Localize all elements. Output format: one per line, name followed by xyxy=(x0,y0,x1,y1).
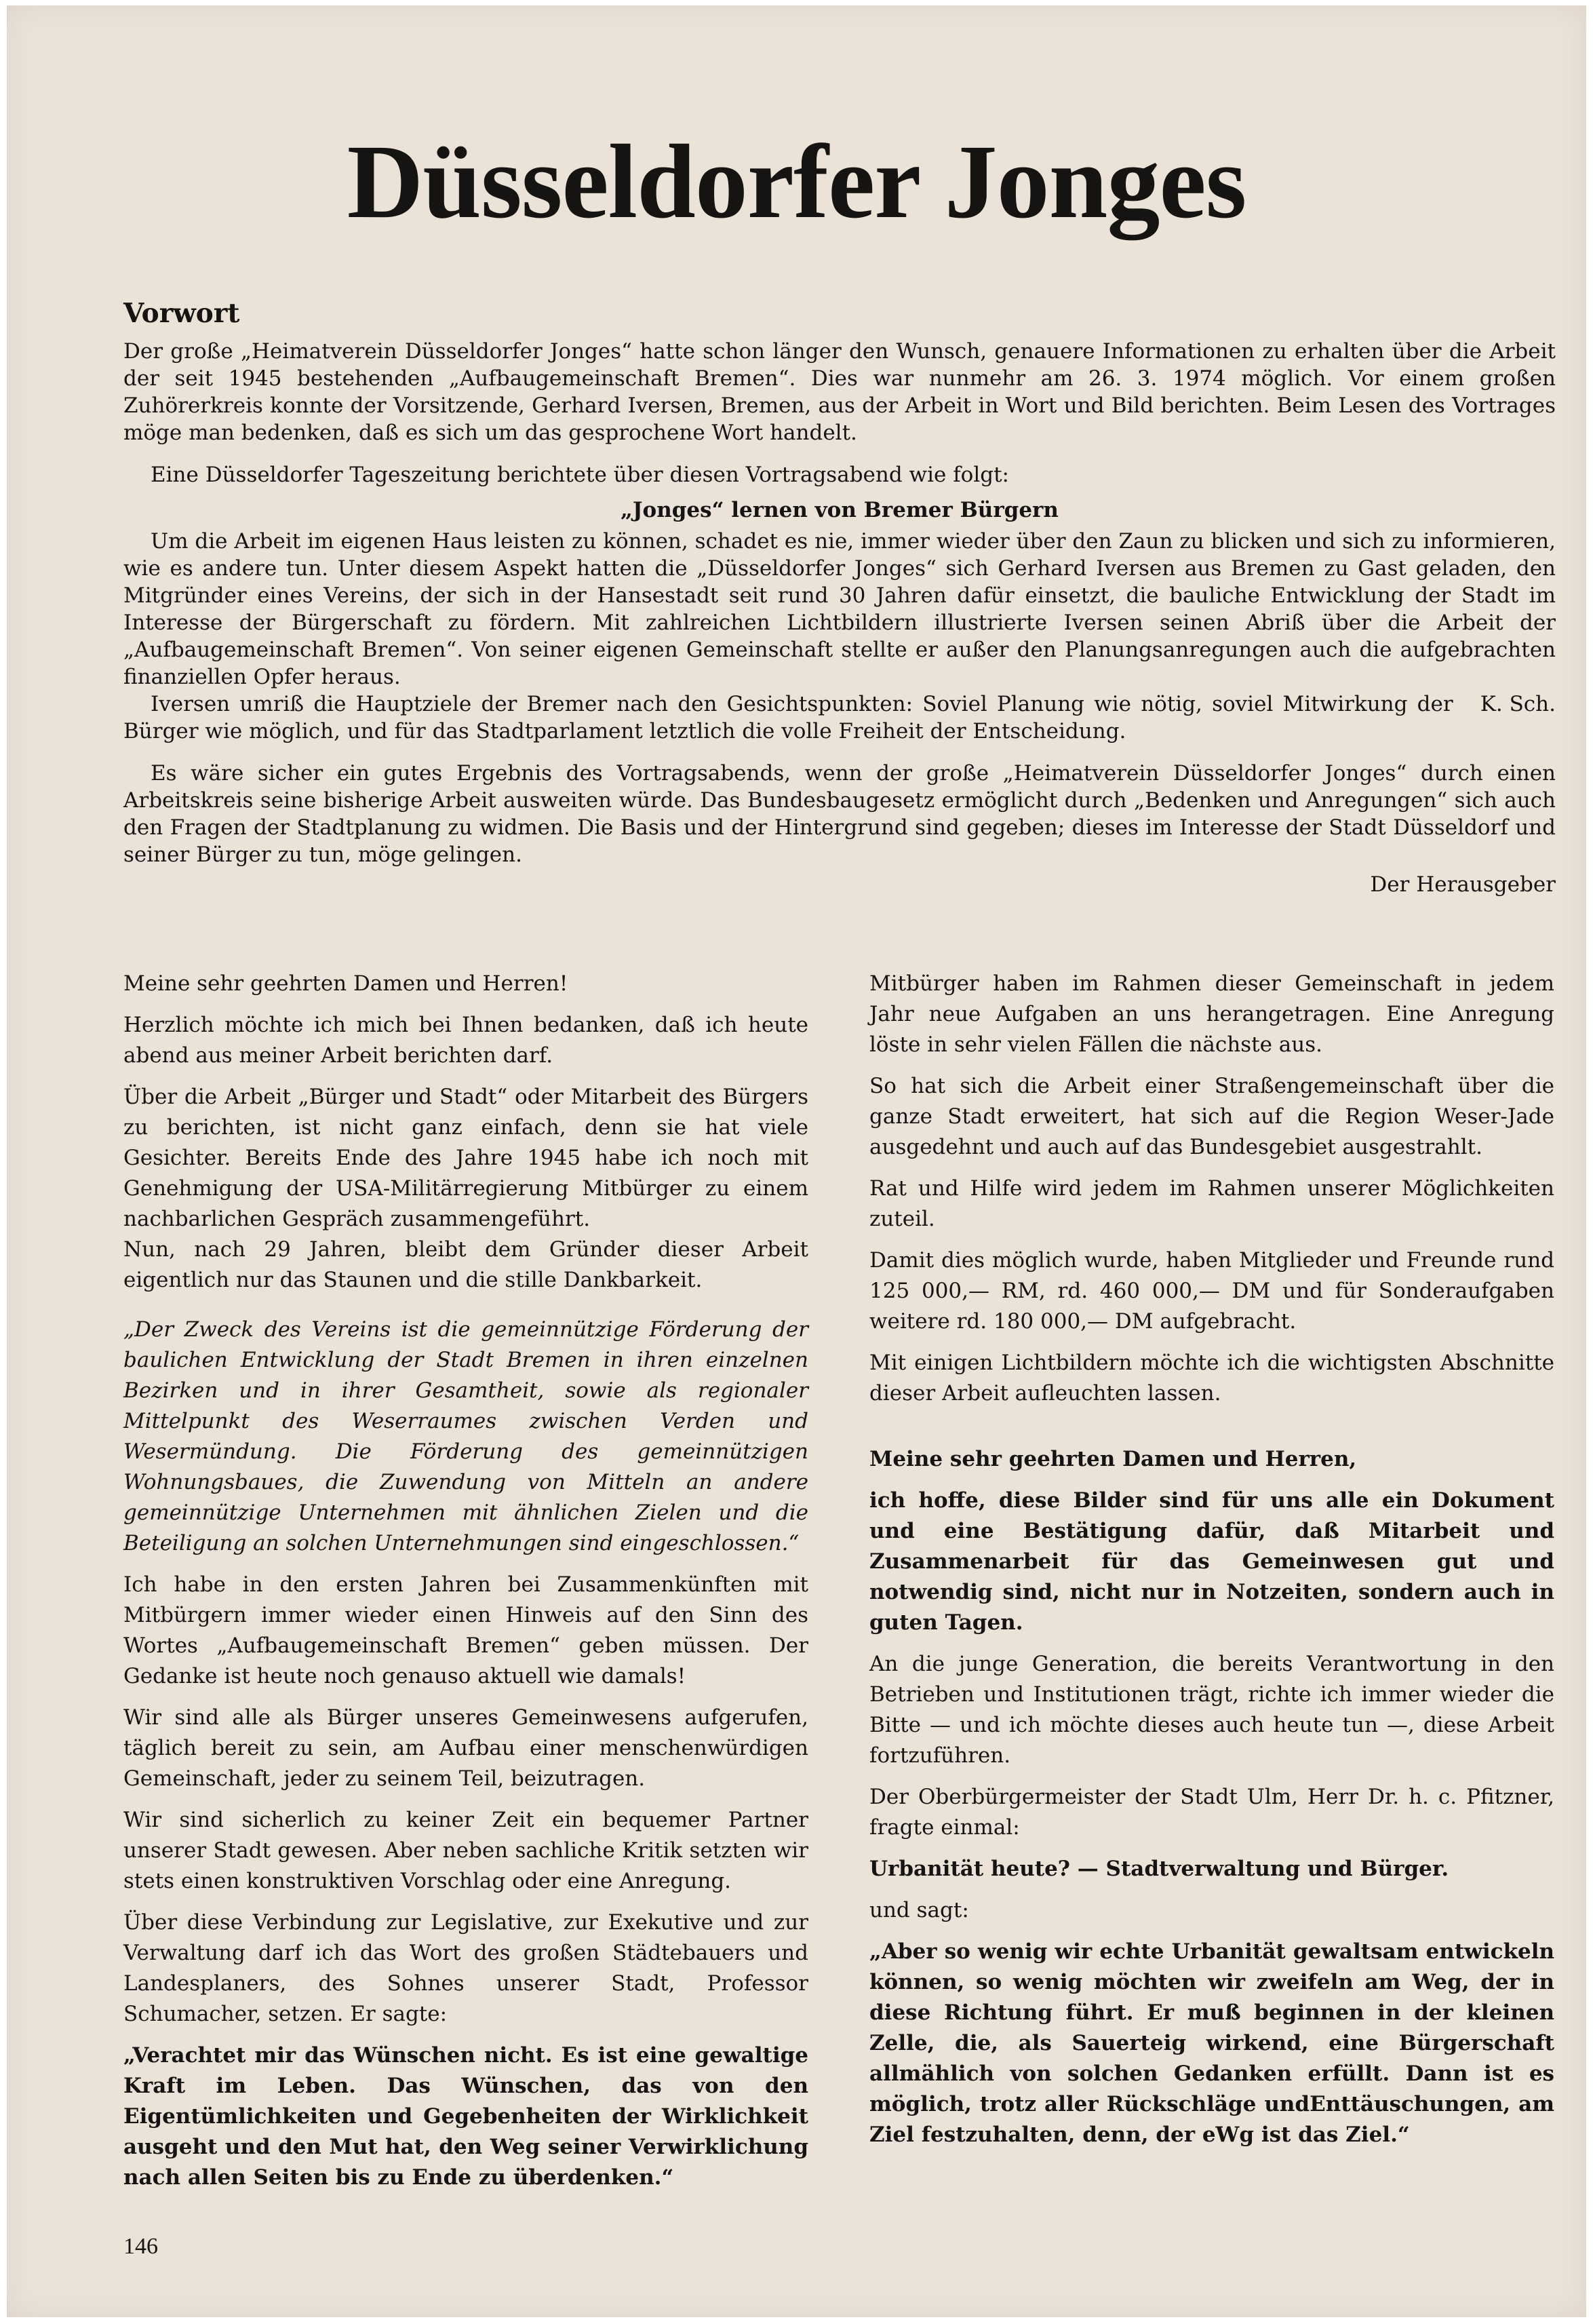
speech-right-column xyxy=(869,969,1554,2161)
article-paragraph: Um die Arbeit im eigenen Haus leisten zu können, schadet es nie, immer wieder über den Zaun zu blicken und sich zu informieren, wie es andere tun. Unter diesem Aspekt hatten die „Düsseldorfer Jonges“ sich Gerhard Iversen aus Bremen zu Gast geladen, den Mitgründer eines Vereins, der sich in der Hansestadt seit rund 30 Jahren dafür einsetzt, die bauliche Entwicklung der Stadt im Interesse der Bürgerschaft zu fördern. Mit zahlreichen Lichtbildern illustrierte Iversen seinen Abriß über die Arbeit der „Aufbaugemeinschaft Bremen“. Von seiner eigenen Gemeinschaft stellte er außer den Planungsanregungen auch die aufgebrachten finanziellen Opfer heraus. xyxy=(123,529,1556,689)
speech-paragraph: Mit einigen Lichtbildern möchte ich die wichtigsten Abschnitte dieser Arbeit aufleuchten lassen. xyxy=(869,1351,1554,1406)
article-conclusion-text: Iversen umriß die Hauptziele der Bremer nach den Gesichtspunkten: Soviel Planung wie nötig, soviel Mitwirkung der Bürger wie möglich, und für das Stadtparlament letztlich die volle Freiheit der Entscheidung. xyxy=(123,692,1453,743)
newspaper-intro: Eine Düsseldorfer Tageszeitung berichtete über diesen Vortragsabend wie folgt: xyxy=(151,463,1009,487)
speech-paragraph: Über die Arbeit „Bürger und Stadt“ oder Mitarbeit des Bürgers zu berichten, ist nicht ganz einfach, denn sie hat viele Gesichter. Bereits Ende des Jahre 1945 habe ich noch mit Genehmigung der USA-Militärregierung Mitbürger zu einem nachbarlichen Gespräch zusammengeführt. xyxy=(123,1085,808,1231)
document-page xyxy=(7,5,1586,2317)
preface-closing: Es wäre sicher ein gutes Ergebnis des Vortragsabends, wenn der große „Heimatverein Düsseldorfer Jonges“ durch einen Arbeitskreis seine bisherige Arbeit ausweiten würde. Das Bundesbaugesetz ermöglicht durch „Bedenken und Anregungen“ sich auch den Fragen der Stadtplanung zu widmen. Die Basis und der Hintergrund sind gegeben; dieses im Interesse der Stadt Düsseldorf und seiner Bürger zu tun, möge gelingen. xyxy=(123,761,1556,867)
speech-paragraph: Wir sind sicherlich zu keiner Zeit ein bequemer Partner unserer Stadt gewesen. Aber neben sachliche Kritik setzten wir stets einen konstruktiven Vorschlag oder eine Anregung. xyxy=(123,1808,808,1893)
speech-paragraph: Urbanität heute? — Stadtverwaltung und Bürger. xyxy=(869,1857,1449,1881)
article-title: „Jonges“ lernen von Bremer Bürgern xyxy=(621,498,1059,522)
speech-paragraph: Damit dies möglich wurde, haben Mitglieder und Freunde rund 125 000,— RM, rd. 460 000,— DM und für Sonderaufgaben weitere rd. 180 000,— DM aufgebracht. xyxy=(869,1248,1554,1334)
speech-salutation: Meine sehr geehrten Damen und Herren, xyxy=(869,1447,1357,1471)
page-number: 146 xyxy=(123,2234,158,2259)
speech-paragraph: Wir sind alle als Bürger unseres Gemeinwesens aufgerufen, täglich bereit zu sein, am Aufbau einer menschenwürdigen Gemeinschaft, jeder zu seinem Teil, beizutragen. xyxy=(123,1705,808,1791)
preface-intro: Der große „Heimatverein Düsseldorfer Jonges“ hatte schon länger den Wunsch, genauere Informationen zu erhalten über die Arbeit der seit 1945 bestehenden „Aufbaugemeinschaft Bremen“. Dies war nunmehr am 26. 3. 1974 möglich. Vor einem großen Zuhörerkreis konnte der Vorsitzende, Gerhard Iversen, Bremen, aus der Arbeit in Wort und Bild berichten. Beim Lesen des Vortrages möge man bedenken, daß es sich um das gesprochene Wort handelt. xyxy=(123,339,1556,445)
speech-paragraph: Über diese Verbindung zur Legislative, zur Exekutive und zur Verwaltung darf ich das Wort des großen Städtebauers und Landesplaners, des Sohnes unserer Stadt, Professor Schumacher, setzen. Er sagte: xyxy=(123,1910,808,2026)
speech-paragraph: Der Oberbürgermeister der Stadt Ulm, Herr Dr. h. c. Pfitzner, fragte einmal: xyxy=(869,1785,1554,1840)
pfitzner-quote: „Aber so wenig wir echte Urbanität gewaltsam entwickeln können, so wenig möchten wir zweifeln am Weg, der in diese Richtung führt. Er muß beginnen in der kleinen Zelle, die, als Sauerteig wirkend, eine Bürgerschaft allmählich von solchen Gedanken erfüllt. Dann ist es möglich, trotz aller Rückschläge undEnttäuschungen, am Ziel festzuhalten, denn, der eWg ist das Ziel.“ xyxy=(869,1939,1554,2147)
speech-paragraph: So hat sich die Arbeit einer Straßengemeinschaft über die ganze Stadt erweitert, hat sich auf die Region Weser-Jade ausgedehnt und auch auf das Bundesgebiet ausgestrahlt. xyxy=(869,1074,1554,1159)
speech-paragraph: Meine sehr geehrten Damen und Herren! xyxy=(123,971,568,996)
schumacher-quote: „Verachtet mir das Wünschen nicht. Es ist eine gewaltige Kraft im Leben. Das Wünschen, das von den Eigentümlichkeiten und Gegebenheiten der Wirklichkeit ausgeht und den Mut hat, den Weg seiner Verwirklichung nach allen Seiten bis zu Ende zu überdenken.“ xyxy=(123,2043,808,2190)
publisher-signature: Der Herausgeber xyxy=(1370,872,1556,897)
speech-paragraph: An die junge Generation, die bereits Verantwortung in den Betrieben und Institutionen trägt, richte ich immer wieder die Bitte — und ich möchte dieses auch heute tun —, diese Arbeit fortzuführen. xyxy=(869,1652,1554,1768)
speech-paragraph: Herzlich möchte ich mich bei Ihnen bedanken, daß ich heute abend aus meiner Arbeit berichten darf. xyxy=(123,1013,808,1068)
speech-paragraph: Rat und Hilfe wird jedem im Rahmen unserer Möglichkeiten zuteil. xyxy=(869,1176,1554,1231)
article-signature: K. Sch. xyxy=(1480,692,1556,716)
association-statute-quote: „Der Zweck des Vereins ist die gemeinnützige Förderung der baulichen Entwicklung der Stadt Bremen in ihren einzelnen Bezirken und in ihrer Gesamtheit, sowie als regionaler Mittelpunkt des Weserraumes zwischen Verden und Wesermündung. Die Förderung des gemeinnützigen Wohnungsbaues, die Zuwendung von Mitteln an andere gemeinnützige Unternehmen mit ähnlichen Zielen und die Beteiligung an solchen Unternehmungen sind eingeschlossen.“ xyxy=(123,1317,808,1555)
speech-paragraph: Ich habe in den ersten Jahren bei Zusammenkünften mit Mitbürgern immer wieder einen Hinweis auf den Sinn des Wortes „Aufbaugemeinschaft Bremen“ geben müssen. Der Gedanke ist heute noch genauso aktuell wie damals! xyxy=(123,1572,808,1688)
page-title: Düsseldorfer Jonges xyxy=(347,123,1246,240)
preface-section xyxy=(123,297,1556,898)
speech-left-column xyxy=(123,969,808,2204)
speech-paragraph: Mitbürger haben im Rahmen dieser Gemeinschaft in jedem Jahr neue Aufgaben an uns herangetragen. Eine Anregung löste in sehr vielen Fällen die nächste aus. xyxy=(869,971,1554,1057)
preface-heading: Vorwort xyxy=(123,298,240,329)
speech-paragraph: Nun, nach 29 Jahren, bleibt dem Gründer dieser Arbeit eigentlich nur das Staunen und die stille Dankbarkeit. xyxy=(123,1237,808,1292)
article-paragraph-conclusion xyxy=(123,691,1556,745)
speech-paragraph: ich hoffe, diese Bilder sind für uns alle ein Dokument und eine Bestätigung dafür, daß Mitarbeit und Zusammenarbeit für das Gemeinwesen gut und notwendig sind, nicht nur in Notzeiten, sondern auch in guten Tagen. xyxy=(869,1488,1554,1635)
speech-paragraph: und sagt: xyxy=(869,1898,969,1922)
